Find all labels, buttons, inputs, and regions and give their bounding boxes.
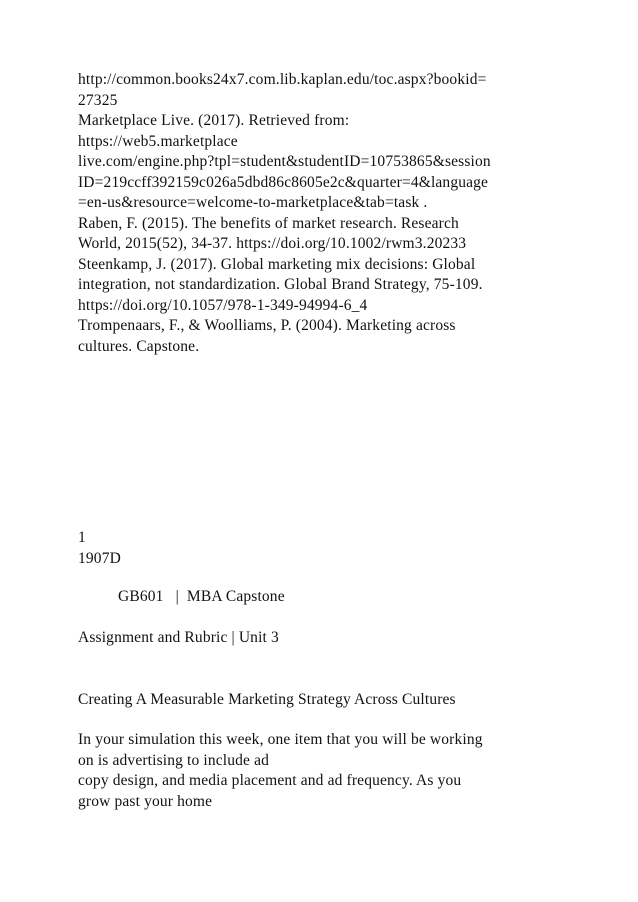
reference-line: Steenkamp, J. (2017). Global marketing mix decisions: Global bbox=[78, 255, 476, 273]
reference-line: Marketplace Live. (2017). Retrieved from: bbox=[78, 112, 350, 129]
reference-line: https://web5.marketplace bbox=[78, 132, 238, 150]
reference-line: live.com/engine.php?tpl=student&studentID=10753865&session bbox=[78, 153, 491, 170]
references-list bbox=[78, 70, 608, 357]
reference-line: Raben, F. (2015). The benefits of market research. Research bbox=[78, 214, 459, 232]
reference-line: cultures. Capstone. bbox=[78, 337, 200, 355]
course-header: GB601 | MBA Capstone bbox=[118, 588, 285, 605]
reference-line: http://common.books24x7.com.lib.kaplan.edu/toc.aspx?bookid= bbox=[78, 71, 487, 88]
assignment-title: Assignment and Rubric | Unit 3 bbox=[78, 629, 279, 646]
reference-line: ID=219ccff392159c026a5dbd86c8605e2c&quarter=4&language bbox=[78, 173, 489, 191]
reference-line: https://doi.org/10.1057/978-1-349-94994-6_4 bbox=[78, 296, 368, 314]
paragraph-line: In your simulation this week, one item that you will be working bbox=[78, 731, 483, 748]
reference-line: integration, not standardization. Global Brand Strategy, 75-109. bbox=[78, 276, 483, 293]
page-number: 1 bbox=[78, 529, 86, 546]
paragraph-line: on is advertising to include ad bbox=[78, 751, 270, 769]
reference-line: 27325 bbox=[78, 91, 118, 109]
section-title: Creating A Measurable Marketing Strategy Across Cultures bbox=[78, 691, 456, 708]
reference-line: =en-us&resource=welcome-to-marketplace&tab=task . bbox=[78, 194, 428, 211]
reference-line: Trompenaars, F., & Woolliams, P. (2004). Marketing across bbox=[78, 317, 456, 334]
document-code: 1907D bbox=[78, 550, 121, 567]
paragraph-line: copy design, and media placement and ad frequency. As you bbox=[78, 772, 462, 789]
intro-paragraph bbox=[78, 730, 608, 812]
paragraph-line: grow past your home bbox=[78, 792, 213, 810]
reference-line: World, 2015(52), 34-37. https://doi.org/10.1002/rwm3.20233 bbox=[78, 235, 467, 252]
